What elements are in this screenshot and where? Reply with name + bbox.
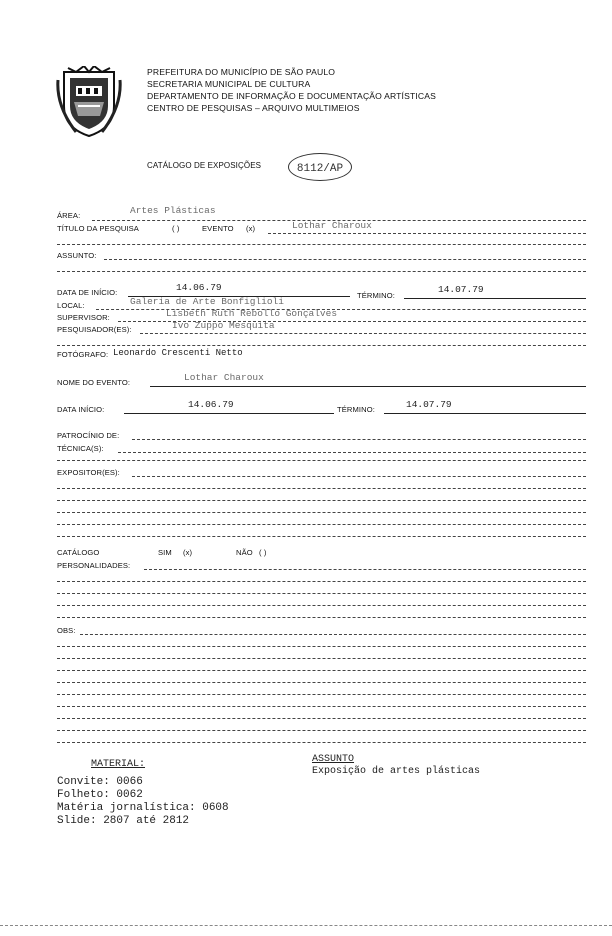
material-title: MATERIAL: [91,759,146,770]
obs-line-7 [57,706,586,707]
titulo-line-2 [57,244,586,245]
data-inicio-label: DATA DE INÍCIO: [57,288,118,297]
expositores-line-4 [57,512,586,513]
assunto-box-value: Exposição de artes plásticas [312,766,481,777]
expositores-line-3 [57,500,586,501]
nao-label: NÃO [236,548,253,557]
material-item: Slide: 2807 até 2812 [57,815,190,827]
expositores-line-6 [57,536,586,537]
termino-value: 14.07.79 [438,284,484,295]
catalog-label: CATÁLOGO DE EXPOSIÇÕES [147,161,262,170]
termino2-label: TÉRMINO: [337,405,375,414]
assunto-box-title: ASSUNTO [312,754,355,765]
obs-label: OBS: [57,626,76,635]
evento-line [268,233,586,234]
local-value: Galeria de Arte Bonfiglioli [130,296,284,307]
header-line-3: DEPARTAMENTO DE INFORMAÇÃO E DOCUMENTAÇÃO ARTÍSTICAS [147,91,437,101]
obs-line-10 [57,742,586,743]
obs-line-8 [57,718,586,719]
fotografo-value: Leonardo Crescenti Netto [113,348,243,358]
pesquisador-line [140,333,586,334]
assunto-label: ASSUNTO: [57,251,97,260]
titulo-label: TÍTULO DA PESQUISA [57,224,139,233]
supervisor-label: SUPERVISOR: [57,313,110,322]
obs-line-4 [57,670,586,671]
sim-checkbox: (x) [183,548,193,557]
termino2-value: 14.07.79 [406,399,452,410]
obs-line-6 [57,694,586,695]
personalidades-label: PERSONALIDADES: [57,561,131,570]
termino2-line [384,413,586,414]
patrocinio-label: PATROCÍNIO DE: [57,431,120,440]
material-item: Convite: 0066 [57,776,143,788]
pesquisador-line-2 [57,345,586,346]
personalidades-line-1 [144,569,586,570]
catalog-number-value: 8112/AP [296,163,344,175]
patrocinio-line [132,439,586,440]
expositores-line-2 [57,488,586,489]
local-label: LOCAL: [57,301,85,310]
data-inicio-value: 14.06.79 [176,282,222,293]
data-inicio2-label: DATA INÍCIO: [57,405,105,414]
expositores-label: EXPOSITOR(ES): [57,468,120,477]
termino-label: TÉRMINO: [357,291,395,300]
catalogo-label: CATÁLOGO [57,548,100,557]
area-value: Artes Plásticas [130,205,216,216]
nome-evento-label: NOME DO EVENTO: [57,378,131,387]
personalidades-line-2 [57,581,586,582]
assunto-line-1 [104,259,586,260]
nao-checkbox: ( ) [259,548,267,557]
evento-label: EVENTO [202,224,234,233]
obs-line-2 [57,646,586,647]
termino-line [404,298,586,299]
pesquisador-value: Ivo Zuppo Mesquita [172,320,275,331]
header-line-1: PREFEITURA DO MUNICÍPIO DE SÃO PAULO [147,67,336,77]
tecnica-line [118,452,586,453]
tecnica-label: TÉCNICA(S): [57,444,104,453]
obs-line-5 [57,682,586,683]
coat-of-arms-logo [56,66,122,138]
personalidades-line-4 [57,605,586,606]
personalidades-line-3 [57,593,586,594]
expositores-line-5 [57,524,586,525]
header-line-4: CENTRO DE PESQUISAS – ARQUIVO MULTIMEIOS [147,103,360,113]
nome-evento-value: Lothar Charoux [184,372,264,383]
tecnica-line-2 [57,460,586,461]
header-line-2: SECRETARIA MUNICIPAL DE CULTURA [147,79,311,89]
nome-evento-line [150,386,586,387]
sim-label: SIM [158,548,172,557]
expositores-line-1 [132,476,586,477]
supervisor-value: Lisbeth Ruth Rebollo Gonçalves [166,308,338,319]
obs-line-1 [80,634,586,635]
assunto-line-2 [57,271,586,272]
evento-checkbox: (x) [246,224,256,233]
evento-value: Lothar Charoux [292,220,372,231]
titulo-checkbox: ( ) [172,224,180,233]
data-inicio2-line [124,413,334,414]
pesquisador-label: PESQUISADOR(ES): [57,325,132,334]
data-inicio2-value: 14.06.79 [188,399,234,410]
catalog-number [288,153,352,181]
area-label: ÁREA: [57,211,81,220]
obs-line-3 [57,658,586,659]
material-item: Matéria jornalística: 0608 [57,802,229,814]
material-item: Folheto: 0062 [57,789,143,801]
personalidades-line-5 [57,617,586,618]
fotografo-label: FOTÓGRAFO: [57,350,109,359]
bottom-edge-mark [0,925,612,926]
obs-line-9 [57,730,586,731]
